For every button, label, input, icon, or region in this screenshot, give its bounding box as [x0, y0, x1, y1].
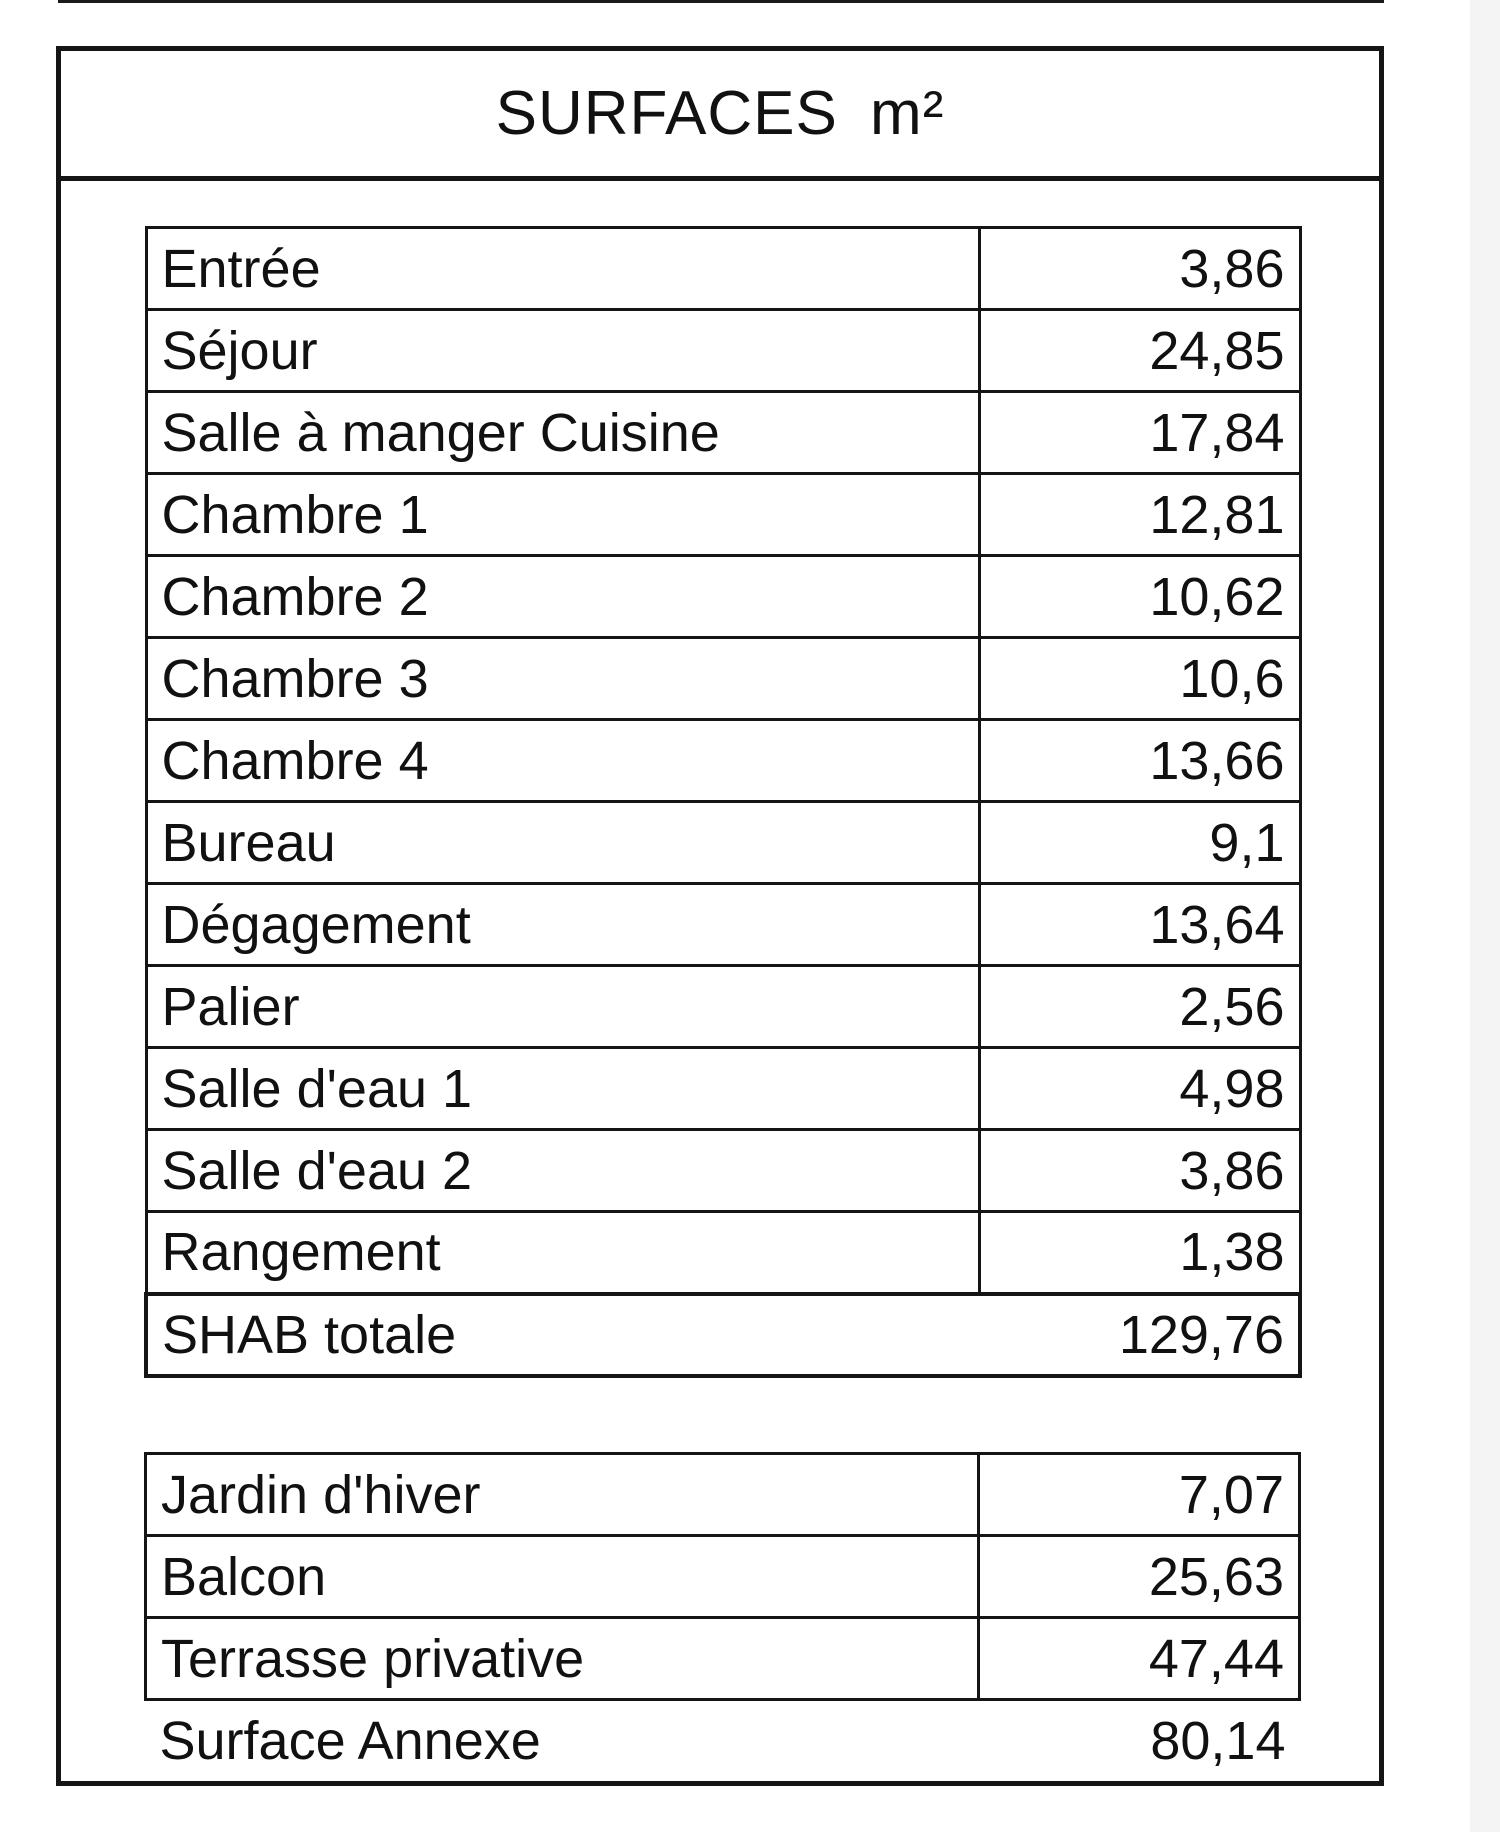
total-label: SHAB totale [146, 1294, 979, 1376]
table-row [146, 1130, 1300, 1212]
room-label: Chambre 2 [146, 556, 979, 638]
room-area: 13,64 [979, 884, 1300, 966]
annex-area: 47,44 [979, 1618, 1300, 1700]
table-row [146, 1618, 1300, 1700]
room-area: 1,38 [979, 1212, 1300, 1294]
annex-total-row [146, 1700, 1300, 1782]
room-area: 10,6 [979, 638, 1300, 720]
room-area: 13,66 [979, 720, 1300, 802]
room-label: Bureau [146, 802, 979, 884]
table-row [146, 1536, 1300, 1618]
annex-label: Terrasse privative [146, 1618, 979, 1700]
table-row [146, 966, 1300, 1048]
room-area: 3,86 [979, 228, 1300, 310]
table-row [146, 884, 1300, 966]
room-label: Chambre 1 [146, 474, 979, 556]
room-label: Salle à manger Cuisine [146, 392, 979, 474]
surfaces-header [61, 51, 1379, 181]
table-row [146, 228, 1300, 310]
room-label: Séjour [146, 310, 979, 392]
table-row [146, 720, 1300, 802]
room-label: Rangement [146, 1212, 979, 1294]
room-area: 17,84 [979, 392, 1300, 474]
page-title: SURFACES m² [495, 79, 945, 148]
annex-area: 7,07 [979, 1454, 1300, 1536]
room-area: 10,62 [979, 556, 1300, 638]
room-area: 9,1 [979, 802, 1300, 884]
room-area: 24,85 [979, 310, 1300, 392]
room-label: Entrée [146, 228, 979, 310]
room-label: Chambre 4 [146, 720, 979, 802]
room-area: 4,98 [979, 1048, 1300, 1130]
table-row [146, 1454, 1300, 1536]
annex-table [144, 1452, 1301, 1782]
room-area: 12,81 [979, 474, 1300, 556]
rooms-table [144, 226, 1302, 1378]
annex-area: 25,63 [979, 1536, 1300, 1618]
room-label: Palier [146, 966, 979, 1048]
table-row [146, 638, 1300, 720]
top-rule [58, 0, 1384, 3]
page-edge [1470, 0, 1500, 1832]
total-area: 129,76 [979, 1294, 1300, 1376]
table-row [146, 556, 1300, 638]
annex-label: Jardin d'hiver [146, 1454, 979, 1536]
room-area: 2,56 [979, 966, 1300, 1048]
table-row [146, 392, 1300, 474]
annex-total-area: 80,14 [1150, 1711, 1286, 1772]
table-row [146, 1048, 1300, 1130]
room-label: Salle d'eau 2 [146, 1130, 979, 1212]
table-row [146, 1212, 1300, 1294]
room-label: Salle d'eau 1 [146, 1048, 979, 1130]
room-area: 3,86 [979, 1130, 1300, 1212]
annex-label: Balcon [146, 1536, 979, 1618]
table-row [146, 474, 1300, 556]
table-row [146, 310, 1300, 392]
table-row [146, 802, 1300, 884]
total-row [146, 1294, 1300, 1376]
room-label: Dégagement [146, 884, 979, 966]
annex-total-label: Surface Annexe [159, 1711, 541, 1772]
room-label: Chambre 3 [146, 638, 979, 720]
